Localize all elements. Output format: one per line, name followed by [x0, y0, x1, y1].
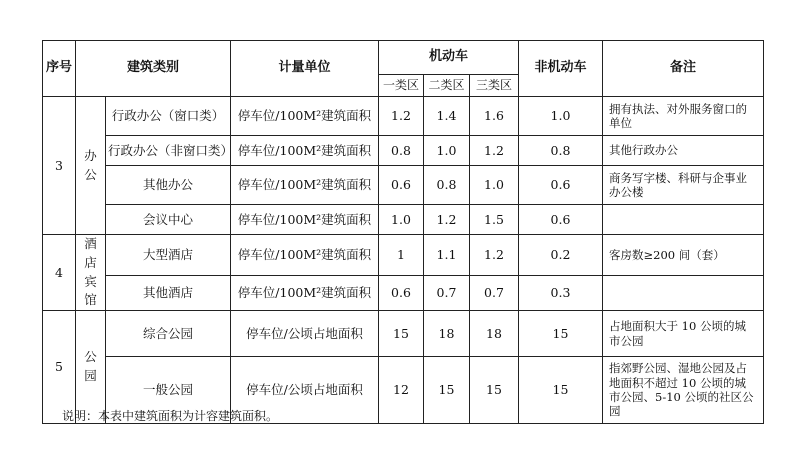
- unit-cell: 停车位/公顷占地面积: [231, 311, 379, 357]
- header-zone-1: 一类区: [379, 75, 424, 97]
- zone-1-value: 0.6: [379, 166, 424, 205]
- non-motor-value: 0.8: [519, 136, 603, 166]
- zone-3-value: 18: [470, 311, 519, 357]
- table-footnote: 说明：本表中建筑面积为计容建筑面积。: [62, 409, 279, 423]
- table-row: [43, 166, 764, 205]
- zone-2-value: 0.7: [424, 275, 470, 310]
- zone-1-value: 1.0: [379, 205, 424, 235]
- zone-3-value: 15: [470, 357, 519, 424]
- parking-standard-table: [42, 40, 764, 424]
- table-row: [43, 205, 764, 235]
- zone-1-value: 1: [379, 235, 424, 276]
- zone-2-value: 1.2: [424, 205, 470, 235]
- zone-1-value: 0.6: [379, 275, 424, 310]
- non-motor-value: 1.0: [519, 97, 603, 136]
- zone-3-value: 1.6: [470, 97, 519, 136]
- zone-2-value: 18: [424, 311, 470, 357]
- parking-standard-table-wrapper: [42, 40, 764, 424]
- zone-2-value: 0.8: [424, 166, 470, 205]
- sub-category-cell: 行政办公（窗口类）: [106, 97, 231, 136]
- remark-cell: [603, 205, 764, 235]
- zone-2-value: 1.1: [424, 235, 470, 276]
- remark-cell: 其他行政办公: [603, 136, 764, 166]
- header-row-1: [43, 41, 764, 75]
- unit-cell: 停车位/100M²建筑面积: [231, 166, 379, 205]
- group-cell: [76, 235, 106, 311]
- table-row: [43, 311, 764, 357]
- group-label: 公园: [84, 349, 97, 383]
- sub-category-cell: 其他办公: [106, 166, 231, 205]
- remark-cell: 拥有执法、对外服务窗口的单位: [603, 97, 764, 136]
- zone-1-value: 15: [379, 311, 424, 357]
- non-motor-value: 0.2: [519, 235, 603, 276]
- non-motor-value: 0.6: [519, 166, 603, 205]
- table-row: [43, 97, 764, 136]
- seq-cell: 3: [43, 97, 76, 235]
- unit-cell: 停车位/100M²建筑面积: [231, 205, 379, 235]
- seq-cell: 4: [43, 235, 76, 311]
- zone-1-value: 12: [379, 357, 424, 424]
- zone-3-value: 1.0: [470, 166, 519, 205]
- unit-cell: 停车位/100M²建筑面积: [231, 275, 379, 310]
- zone-1-value: 1.2: [379, 97, 424, 136]
- header-category: 建筑类别: [76, 41, 231, 97]
- zone-3-value: 0.7: [470, 275, 519, 310]
- seq-cell: 5: [43, 311, 76, 424]
- header-non-motor-vehicle: 非机动车: [519, 41, 603, 97]
- sub-category-cell: 综合公园: [106, 311, 231, 357]
- group-cell: [76, 97, 106, 235]
- header-remark: 备注: [603, 41, 764, 97]
- header-unit: 计量单位: [231, 41, 379, 97]
- zone-2-value: 15: [424, 357, 470, 424]
- group-label: 酒店宾馆: [84, 236, 97, 308]
- sub-category-cell: 一般公园: [106, 357, 231, 424]
- header-zone-2: 二类区: [424, 75, 470, 97]
- unit-cell: 停车位/100M²建筑面积: [231, 235, 379, 276]
- unit-cell: 停车位/100M²建筑面积: [231, 136, 379, 166]
- zone-1-value: 0.8: [379, 136, 424, 166]
- non-motor-value: 0.6: [519, 205, 603, 235]
- remark-cell: 商务写字楼、科研与企事业办公楼: [603, 166, 764, 205]
- unit-cell: 停车位/公顷占地面积: [231, 357, 379, 424]
- table-row: [43, 275, 764, 310]
- zone-3-value: 1.5: [470, 205, 519, 235]
- header-seq: 序号: [43, 41, 76, 97]
- zone-2-value: 1.4: [424, 97, 470, 136]
- table-row: [43, 235, 764, 276]
- zone-2-value: 1.0: [424, 136, 470, 166]
- zone-3-value: 1.2: [470, 235, 519, 276]
- header-zone-3: 三类区: [470, 75, 519, 97]
- sub-category-cell: 大型酒店: [106, 235, 231, 276]
- non-motor-value: 15: [519, 311, 603, 357]
- table-body: [43, 41, 764, 424]
- remark-cell: 指郊野公园、湿地公园及占地面积不超过 10 公顷的城市公园、5-10 公顷的社区公园: [603, 357, 764, 424]
- sub-category-cell: 其他酒店: [106, 275, 231, 310]
- zone-3-value: 1.2: [470, 136, 519, 166]
- sub-category-cell: 会议中心: [106, 205, 231, 235]
- sub-category-cell: 行政办公（非窗口类）: [106, 136, 231, 166]
- table-row: [43, 136, 764, 166]
- remark-cell: 占地面积大于 10 公顷的城市公园: [603, 311, 764, 357]
- non-motor-value: 0.3: [519, 275, 603, 310]
- remark-cell: 客房数≥200 间（套）: [603, 235, 764, 276]
- header-motor-vehicle: 机动车: [379, 41, 519, 75]
- group-label: 办公: [84, 147, 97, 182]
- unit-cell: 停车位/100M²建筑面积: [231, 97, 379, 136]
- non-motor-value: 15: [519, 357, 603, 424]
- remark-cell: [603, 275, 764, 310]
